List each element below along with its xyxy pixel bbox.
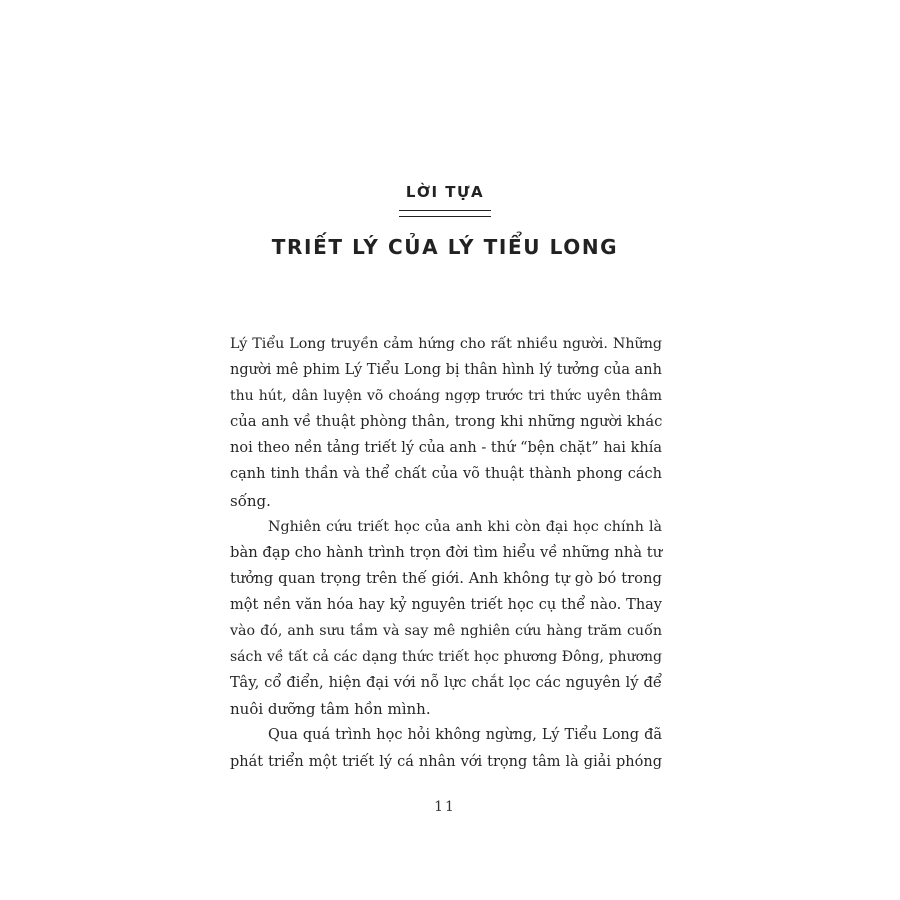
text-line: Lý Tiểu Long truyền cảm hứng cho rất nhiều người. Những: [230, 336, 662, 352]
text-line: thu hút, dân luyện võ choáng ngợp trước tri thức uyên thâm: [230, 388, 662, 405]
title-divider-bottom: [399, 216, 491, 217]
text-line: Qua quá trình học hỏi không ngừng, Lý Tiểu Long đã: [268, 727, 662, 744]
text-line: cạnh tinh thần và thể chất của võ thuật thành phong cách: [230, 466, 662, 483]
section-label: LỜI TỰA: [405, 183, 485, 201]
text-line: Tây, cổ điển, hiện đại với nỗ lực chắt lọc các nguyên lý để: [230, 674, 662, 692]
text-line: người mê phim Lý Tiểu Long bị thân hình lý tưởng của anh: [230, 362, 662, 379]
text-line: sách về tất cả các dạng thức triết học phương Đông, phương: [230, 649, 662, 666]
paragraph: [230, 722, 662, 774]
text-line: sống.: [230, 491, 271, 510]
body-text: [230, 331, 662, 775]
page-number: 11: [434, 799, 456, 815]
text-line: vào đó, anh sưu tầm và say mê nghiên cứu hàng trăm cuốn: [230, 623, 662, 640]
chapter-title: TRIẾT LÝ CỦA LÝ TIỂU LONG: [271, 235, 619, 259]
text-line: một nền văn hóa hay kỷ nguyên triết học cụ thể nào. Thay: [230, 596, 662, 613]
title-divider-top: [399, 210, 491, 211]
text-line: bàn đạp cho hành trình trọn đời tìm hiểu về những nhà tư: [230, 543, 663, 561]
text-line: noi theo nền tảng triết lý của anh - thứ “bện chặt” hai khía: [230, 440, 662, 457]
paragraph: [230, 331, 662, 514]
text-line: phát triển một triết lý cá nhân với trọng tâm là giải phóng: [230, 753, 662, 770]
text-line: nuôi dưỡng tâm hồn mình.: [230, 700, 431, 719]
paragraph: [230, 514, 662, 723]
text-line: Nghiên cứu triết học của anh khi còn đại học chính là: [268, 518, 662, 535]
text-line: của anh về thuật phòng thân, trong khi những người khác: [230, 413, 663, 431]
text-line: tưởng quan trọng trên thế giới. Anh không tự gò bó trong: [230, 569, 662, 587]
